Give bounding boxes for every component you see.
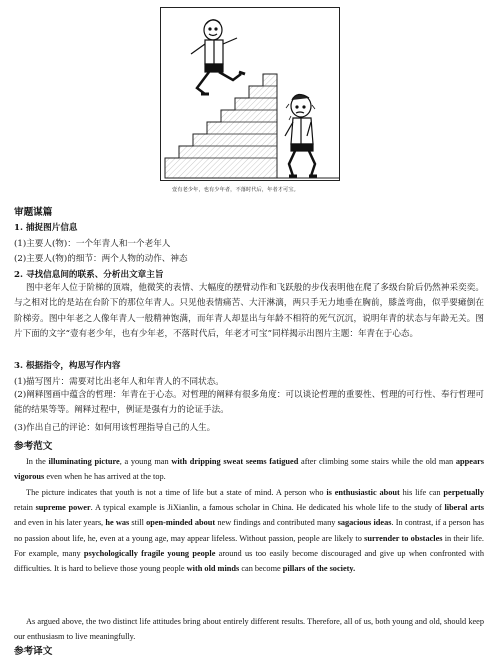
section-heading-translation: 参考译文 bbox=[14, 646, 53, 657]
essay-text: The picture indicates that youth is not a time of life but a state of mind. A person who bbox=[26, 488, 327, 497]
essay-text: As argued above, the two distinct life attitudes bring about entirely different results. Therefore, all of us, both young and old, should keep our enthusiasm to live meaningfully. bbox=[14, 617, 484, 642]
section-heading-sample-essay: 参考范文 bbox=[14, 441, 53, 452]
list-item: (2)阐释图画中蕴含的哲理：年青在于心态。对哲理的阐释有很多角度：可以谈论哲理的重要性、哲理的可行性、奉行哲理可能的结果等等。阐释过程中，例证是强有力的论证手法。 bbox=[14, 390, 484, 416]
essay-text: can become bbox=[239, 564, 283, 574]
highlighted-phrase: surrender to obstacles bbox=[364, 533, 443, 543]
highlighted-phrase: liberal arts bbox=[444, 503, 484, 513]
highlighted-phrase: psychologically fragile young people bbox=[83, 548, 216, 558]
essay-text: still bbox=[129, 518, 147, 528]
essay-text: In the bbox=[26, 457, 49, 466]
highlighted-phrase: perpetually bbox=[443, 488, 484, 497]
highlighted-phrase: he was bbox=[105, 518, 130, 528]
list-item: (2)主要人(物)的细节：两个人物的动作、神态 bbox=[14, 254, 188, 264]
subheading-theme: 2. 寻找信息间的联系、分析出文章主旨 bbox=[14, 270, 164, 280]
cartoon-illustration bbox=[160, 7, 340, 181]
highlighted-phrase: illuminating picture bbox=[48, 457, 120, 466]
highlighted-phrase: supreme power bbox=[35, 503, 91, 513]
highlighted-phrase: pillars of the society. bbox=[282, 564, 356, 574]
essay-text: around us too easily become discouraged and give up when confronted with difficulties. It is hard to believe those young people bbox=[14, 548, 485, 574]
essay-text: even when he has arrived at the top. bbox=[44, 472, 166, 482]
essay-text: his life can bbox=[399, 488, 444, 497]
list-item: (1)描写图片：需要对比出老年人和年青人的不同状态。 bbox=[14, 377, 224, 387]
essay-text: after climbing some stairs while the old man bbox=[298, 457, 456, 466]
highlighted-phrase: with dripping sweat seems fatigued bbox=[171, 457, 299, 466]
essay-text: . In contrast, if a person has no passion about life, he, even at a young age, may appear lifeless. Without passion, people are likely to bbox=[14, 518, 484, 543]
subheading-image-info: 1. 捕捉图片信息 bbox=[14, 223, 78, 233]
essay-paragraph-3 bbox=[14, 614, 484, 644]
section-heading-analysis: 审题谋篇 bbox=[14, 207, 53, 218]
essay-text: retain bbox=[14, 503, 36, 513]
highlighted-phrase: is enthusiastic about bbox=[326, 488, 400, 497]
highlighted-phrase: with old minds bbox=[186, 564, 240, 574]
subheading-writing-plan: 3. 根据指令，构思写作内容 bbox=[14, 361, 121, 371]
essay-paragraph-2 bbox=[14, 485, 484, 576]
essay-text: in their life. For example, many bbox=[14, 533, 485, 558]
list-item: (1)主要人(物)：一个年青人和一个老年人 bbox=[14, 239, 171, 249]
cartoon-caption: 壹有老少年，也有少年者，不落时代后，年者才可宝。 bbox=[172, 187, 299, 193]
essay-paragraph-1 bbox=[14, 454, 484, 484]
highlighted-phrase: appears vigorous bbox=[14, 457, 485, 482]
analysis-paragraph: 图中老年人位于阶梯的顶端，他微笑的表情、大幅度的摆臂动作和飞跃般的步伐表明他在爬了多级台阶后仍然神采奕奕。与之相对比的是站在台阶下的那位年青人。只见他表情痛苦、大汗淋漓，两只手无力地垂在胸前，膝盖弯曲，似乎要瘫倒在阶梯旁。图中年老之人像年青人一般精神饱满，而年青人却显出与年龄不相符的死气沉沉，说明年青的状态与年龄无关。图片下面的文字“壹有老少年，也有少年老，不落时代后，年老才可宝”同样揭示出图片主题：年青在于心态。 bbox=[14, 283, 484, 339]
highlighted-phrase: sagacious ideas bbox=[337, 518, 392, 528]
essay-text: and even in his later years, bbox=[14, 518, 106, 528]
essay-text: . A typical example is JiXianlin, a famous scholar in China. He dedicated his whole life to the study of bbox=[90, 503, 445, 513]
highlighted-phrase: open-minded about bbox=[146, 518, 216, 528]
list-item: (3)作出自己的评论：如何用该哲理指导自己的人生。 bbox=[14, 423, 216, 433]
essay-text: new findings and contributed many bbox=[215, 518, 338, 528]
essay-text: , a young man bbox=[119, 457, 172, 466]
staircase-cartoon bbox=[161, 8, 339, 180]
